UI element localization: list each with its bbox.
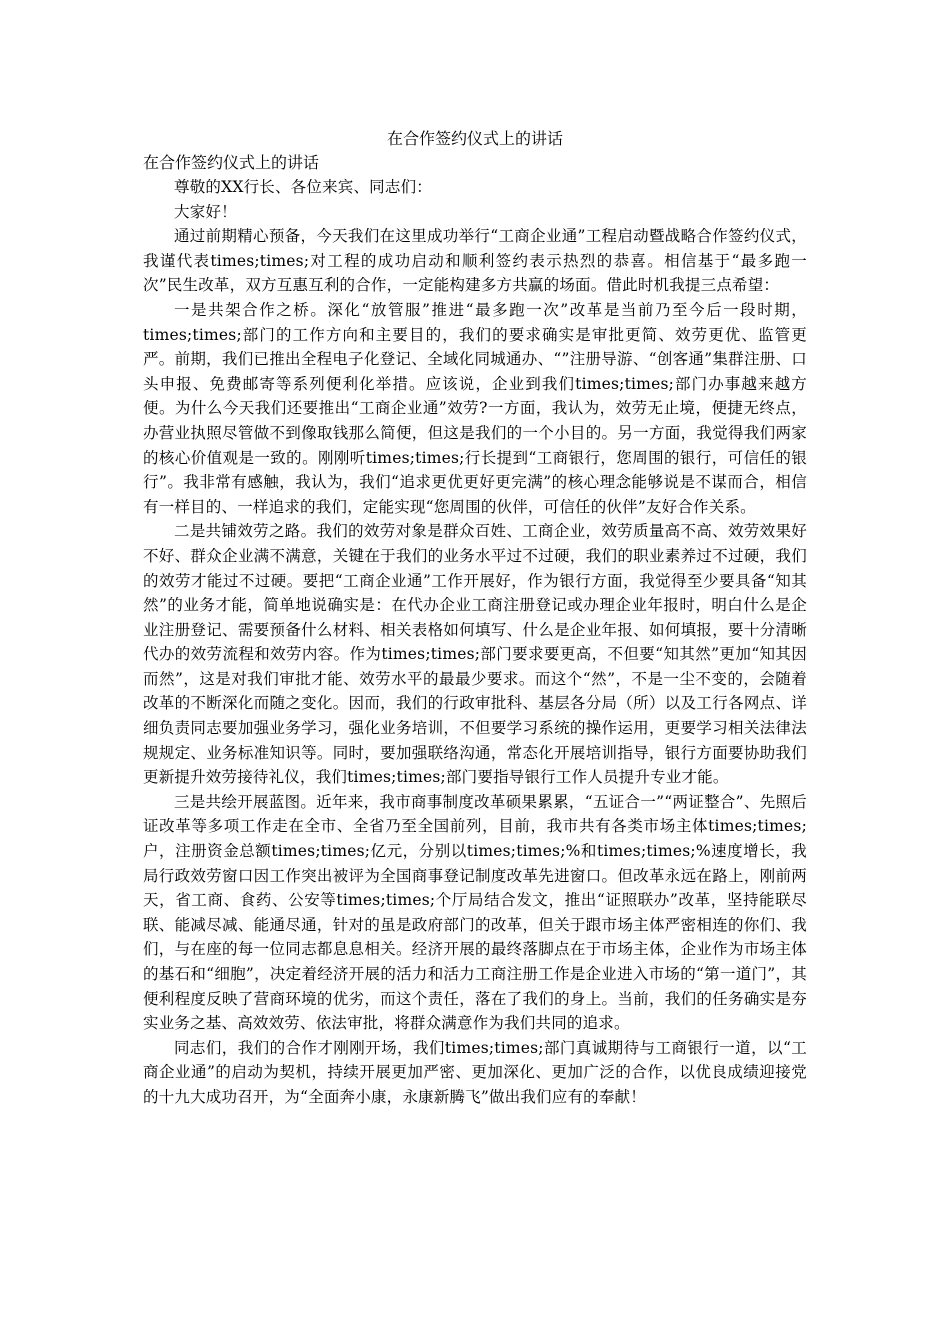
greeting: 大家好！	[174, 202, 237, 221]
paragraph-development: 三是共绘开展蓝图。近年来，我市商事制度改革硕果累累，“五证合一”“两证整合”、先照后证改革等多项工作走在全市、全省乃至全国前列，目前，我市共有各类市场主体times;times;户，注册资金总额times;times;亿元，分别以times;times;%和times;times;%速度增长，我局行政效劳窗口因工作突出被评为全国商事登记制度改革先进窗口。但改革永远在路上，刚前两天，省工商、食药、公安等times;times;个厅局结合发文，推出“证照联办”改革，坚持能联尽联、能减尽减、能通尽通，针对的虽是政府部门的改革，但关于跟市场主体严密相连的你们、我们，与在座的每一位同志都息息相关。经济开展的最终落脚点在于市场主体，企业作为市场主体的基石和“细胞”，决定着经济开展的活力和活力工商注册工作是企业进入市场的“第一道门”，其便利程度反映了营商环境的优劣，而这个责任，落在了我们的身上。当前，我们的任务确实是夯实业务之基、高效效劳、依法审批，将群众满意作为我们共同的追求。	[143, 792, 807, 1033]
paragraph-closing: 同志们，我们的合作才刚刚开场，我们times;times;部门真诚期待与工商银行一道，以“工商企业通”的启动为契机，持续开展更加严密、更加深化、更加广泛的合作，以优良成绩迎接党的十九大成功召开，为“全面奔小康，永康新腾飞”做出我们应有的奉献！	[143, 1038, 807, 1106]
document-page	[143, 127, 807, 1110]
document-subtitle: 在合作签约仪式上的讲话	[143, 153, 320, 172]
paragraph-service: 二是共铺效劳之路。我们的效劳对象是群众百姓、工商企业，效劳质量高不高、效劳效果好不好、群众企业满不满意，关键在于我们的业务水平过不过硬，我们的职业素养过不过硬，我们的效劳才能过不过硬。要把“工商企业通”工作开展好，作为银行方面，我觉得至少要具备“知其然”的业务才能，简单地说确实是：在代办企业工商注册登记或办理企业年报时，明白什么是企业注册登记、需要预备什么材料、相关表格如何填写、什么是企业年报、如何填报，要十分清晰代办的效劳流程和效劳内容。作为times;times;部门要求要更高，不但要“知其然”更加“知其因而然”，这是对我们审批才能、效劳水平的最最少要求。而这个“然”，不是一尘不变的，会随着改革的不断深化而随之变化。因而，我们的行政审批科、基层各分局（所）以及工行各网点、详细负责同志要加强业务学习，强化业务培训，不但要学习系统的操作运用，更要学习相关法律法规规定、业务标准知识等。同时，要加强联络沟通，常态化开展培训指导，银行方面要协助我们更新提升效劳接待礼仪，我们times;times;部门要指导银行工作人员提升专业才能。	[143, 522, 807, 787]
salutation: 尊敬的XX行长、各位来宾、同志们：	[174, 178, 432, 196]
paragraph-intro: 通过前期精心预备，今天我们在这里成功举行“工商企业通”工程启动暨战略合作签约仪式，我谨代表times;times;对工程的成功启动和顺利签约表示热烈的恭喜。相信基于“最多跑一次”民生改革，双方互惠互利的合作，一定能构建多方共赢的场面。借此时机我提三点希望：	[143, 227, 807, 295]
document-title: 在合作签约仪式上的讲话	[386, 129, 563, 148]
paragraph-cooperation: 一是共架合作之桥。深化“放管服”推进“最多跑一次”改革是当前乃至今后一段时期，times;times;部门的工作方向和主要目的，我们的要求确实是审批更简、效劳更优、监管更严。前期，我们已推出全程电子化登记、全域化同城通办、“”注册导游、“创客通”集群注册、口头申报、免费邮寄等系列便利化举措。应该说，企业到我们times;times;部门办事越来越方便。为什么今天我们还要推出“工商企业通”效劳?一方面，我认为，效劳无止境，便捷无终点，办营业执照尽管做不到像取钱那么简便，但这是我们的一个小目的。另一方面，我觉得我们两家的核心价值观是一致的。刚刚听times;times;行长提到“工商银行，您周围的银行，可信任的银行”。我非常有感触，我认为，我们“追求更优更好更完满”的核心理念能够说是不谋而合，相信有一样目的、一样追求的我们，定能实现“您周围的伙伴，可信任的伙伴”友好合作关系。	[143, 300, 807, 516]
